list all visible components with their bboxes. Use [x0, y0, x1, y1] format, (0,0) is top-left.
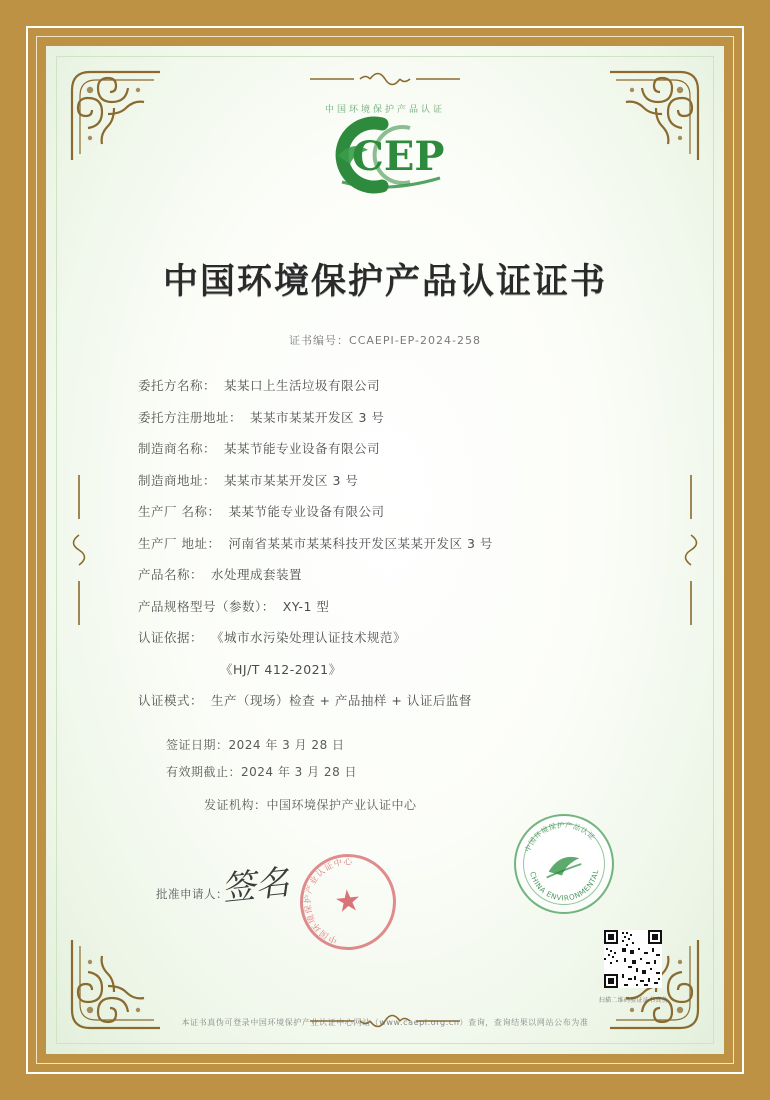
field-row — [138, 376, 664, 394]
field-value: 某某市某某开发区 3 号 — [224, 472, 359, 488]
expiry-date: 有效期截止：2024 年 3 月 28 日 — [166, 765, 358, 779]
cep-logo-mark — [290, 116, 480, 198]
field-row — [138, 691, 664, 709]
svg-text:中国环境保护产业认证中心: 中国环境保护产业认证中心 — [302, 856, 354, 946]
edge-ornament-right — [678, 475, 704, 625]
field-value: 某某市某某开发区 3 号 — [250, 409, 385, 425]
field-row — [138, 439, 664, 457]
field-row — [138, 565, 664, 583]
seal-star-icon: ★ — [332, 882, 364, 921]
field-value: 河南省某某市某某科技开发区某某开发区 3 号 — [228, 535, 493, 551]
field-row — [138, 597, 664, 615]
issue-date: 签证日期：2024 年 3 月 28 日 — [166, 738, 345, 752]
field-label: 认证模式： — [138, 693, 204, 708]
field-value: 《城市水污染处理认证技术规范》 — [211, 630, 407, 645]
field-value: 某某口上生活垃圾有限公司 — [224, 378, 381, 393]
official-red-seal — [295, 849, 401, 955]
certificate-number: 证书编号：CCAEPI-EP-2024-258 — [289, 334, 481, 347]
signature-label: 批准申请人： — [156, 887, 228, 901]
field-value: 某某节能专业设备有限公司 — [224, 441, 381, 456]
field-label: 生产厂 名称： — [138, 504, 221, 519]
svg-text:CEP: CEP — [352, 133, 445, 180]
field-label: 产品名称： — [138, 567, 204, 582]
field-row — [138, 502, 664, 520]
field-label: 制造商名称： — [138, 441, 217, 456]
svg-text:中国环境保护产品认证: 中国环境保护产品认证 — [522, 820, 598, 854]
cep-logo — [46, 102, 724, 198]
certificate-dates — [166, 736, 357, 790]
field-value: 某某节能专业设备有限公司 — [228, 504, 385, 519]
field-label: 生产厂 地址： — [138, 535, 221, 551]
field-row — [138, 408, 664, 426]
edge-ornament-left — [66, 475, 92, 625]
field-value: 生产（现场）检查 + 产品抽样 + 认证后监督 — [211, 693, 472, 708]
qr-caption: 扫描二维码验证证书真伪 — [598, 997, 668, 1004]
field-row — [138, 660, 664, 678]
issuing-authority: 发证机构：中国环境保护产业认证中心 — [204, 798, 417, 812]
field-row — [138, 534, 664, 552]
field-label: 委托方注册地址： — [138, 409, 243, 425]
field-label: 委托方名称： — [138, 378, 217, 393]
field-value: XY-1 型 — [282, 598, 330, 614]
eco-green-seal — [514, 814, 614, 914]
certificate-paper — [46, 46, 724, 1054]
verification-qr-code — [604, 930, 662, 988]
footer-note: 本证书真伪可登录中国环境保护产业认证中心网站（www.caepi.org.cn）查询，查询结果以网站公布为准 — [181, 1018, 589, 1027]
field-row — [138, 471, 664, 489]
signature-handwriting: 签名 — [219, 862, 292, 910]
page-title: 中国环境保护产品认证证书 — [162, 261, 607, 302]
field-label: 产品规格型号（参数）： — [138, 598, 275, 614]
logo-top-text: 中国环境保护产品认证 — [324, 105, 445, 115]
field-value: 水处理成套装置 — [211, 567, 303, 582]
certificate-fields — [138, 376, 664, 723]
field-row — [138, 628, 664, 646]
field-label: 制造商地址： — [138, 472, 217, 488]
svg-text:CHINA ENVIRONMENTAL: CHINA ENVIRONMENTAL — [528, 868, 601, 903]
edge-ornament-top — [310, 66, 460, 92]
field-label: 认证依据： — [138, 630, 204, 645]
field-value: 《HJ/T 412-2021》 — [220, 661, 342, 677]
